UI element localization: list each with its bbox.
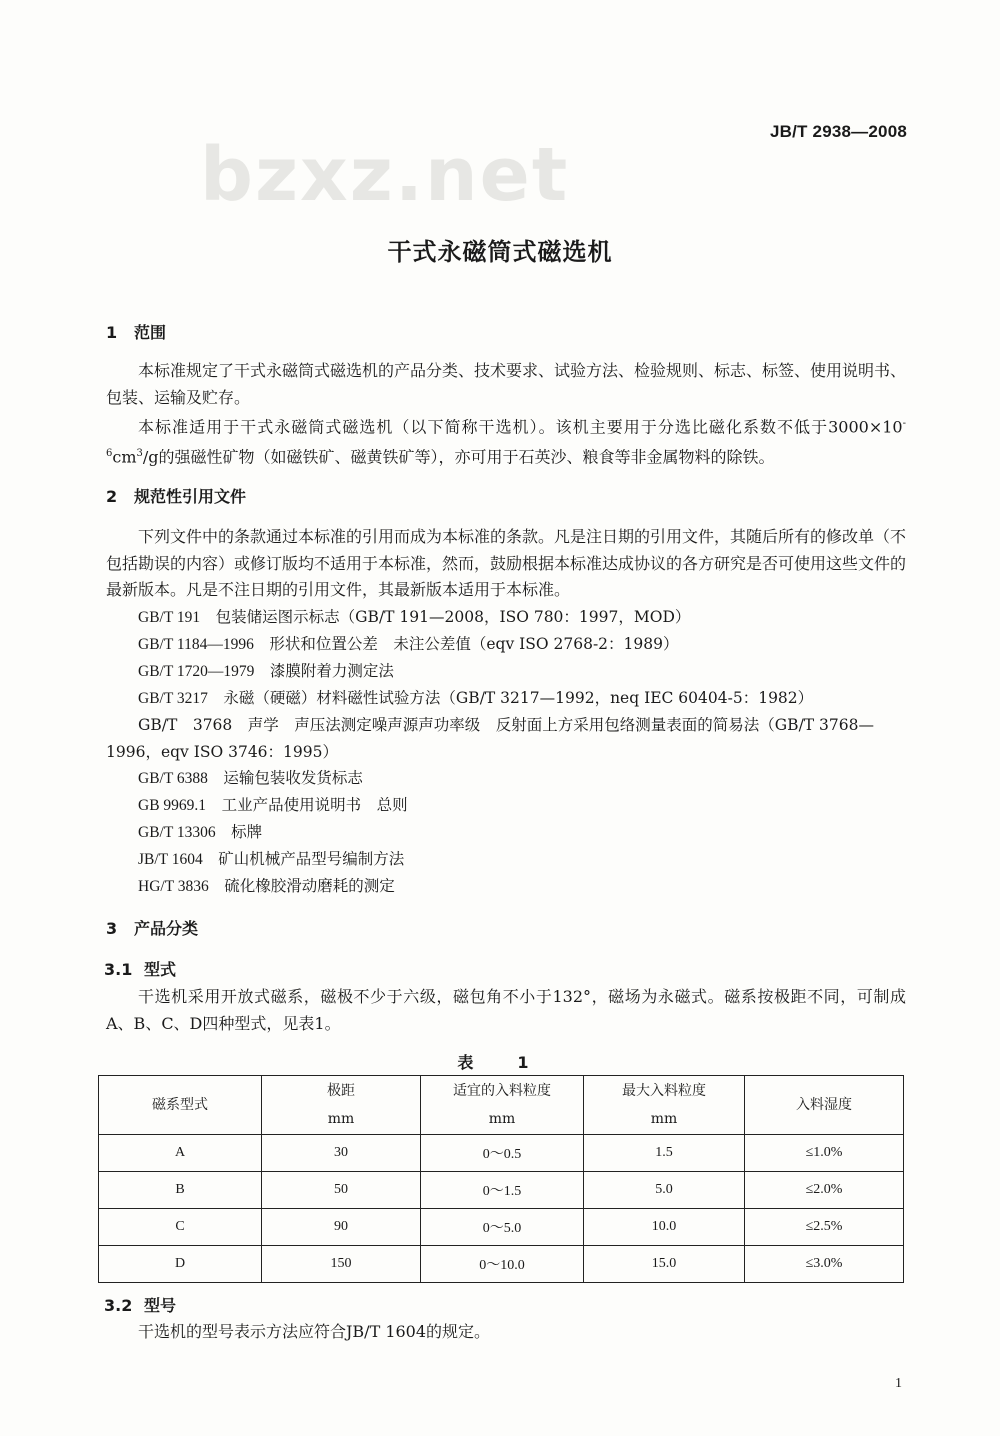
table-row	[99, 1209, 904, 1246]
table-header-cell: 适宜的入料粒度 mm	[421, 1076, 584, 1135]
reference-item: GB/T 6388 运输包装收发货标志	[138, 769, 363, 787]
table-cell: 5.0	[584, 1172, 745, 1209]
section-3-1-text: 干选机采用开放式磁系，磁极不少于六级，磁包角不小于132°，磁场为永磁式。磁系按极距不同，可制成A、B、C、D四种型式，见表1。	[106, 987, 906, 1033]
table-1	[98, 1075, 904, 1283]
table-cell: 150	[262, 1246, 421, 1283]
section-3-2-heading: 3.2 型号	[104, 1296, 177, 1315]
table-cell: ≤1.0%	[745, 1135, 904, 1172]
table-cell: 0～5.0	[421, 1209, 584, 1246]
section-2-heading: 2 规范性引用文件	[106, 487, 247, 506]
table-cell: ≤3.0%	[745, 1246, 904, 1283]
table-cell: 1.5	[584, 1135, 745, 1172]
section-3-heading: 3 产品分类	[106, 919, 199, 938]
table-caption: 表 1	[457, 1053, 543, 1072]
table-cell: 30	[262, 1135, 421, 1172]
table-cell: D	[99, 1246, 262, 1283]
table-cell: 90	[262, 1209, 421, 1246]
table-cell: 15.0	[584, 1246, 745, 1283]
page-number: 1	[895, 1376, 902, 1391]
table-cell: A	[99, 1135, 262, 1172]
section-3-1-heading: 3.1 型式	[104, 960, 177, 979]
table-cell: C	[99, 1209, 262, 1246]
watermark: bzxz.net	[200, 132, 570, 218]
reference-item: GB/T 3768 声学 声压法测定噪声源声功率级 反射面上方采用包络测量表面的简易法（GB/T 3768—1996，eqv ISO 3746：1995）	[106, 716, 875, 761]
reference-item: GB/T 13306 标牌	[138, 823, 263, 841]
table-header-cell: 极距 mm	[262, 1076, 421, 1135]
table-header-cell: 最大入料粒度 mm	[584, 1076, 745, 1135]
reference-item: GB 9969.1 工业产品使用说明书 总则	[138, 796, 408, 814]
table-header-cell: 入料湿度	[745, 1076, 904, 1135]
reference-item: GB/T 3217 永磁（硬磁）材料磁性试验方法（GB/T 3217—1992，neq IEC 60404-5：1982）	[138, 689, 814, 707]
table-cell: 0～1.5	[421, 1172, 584, 1209]
table-cell: 50	[262, 1172, 421, 1209]
reference-item: HG/T 3836 硫化橡胶滑动磨耗的测定	[138, 877, 395, 895]
table-row	[99, 1135, 904, 1172]
document-number: JB/T 2938—2008	[770, 122, 907, 141]
section-2-intro: 下列文件中的条款通过本标准的引用而成为本标准的条款。凡是注日期的引用文件，其随后所有的修改单（不包括勘误的内容）或修订版均不适用于本标准，然而，鼓励根据本标准达成协议的各方研究是否可使用这些文件的最新版本。凡是不注日期的引用文件，其最新版本适用于本标准。	[106, 527, 907, 599]
page-title: 干式永磁筒式磁选机	[387, 238, 613, 266]
table-cell: 10.0	[584, 1209, 745, 1246]
table-cell: 0～10.0	[421, 1246, 584, 1283]
reference-item: GB/T 1720—1979 漆膜附着力测定法	[138, 662, 394, 680]
table-cell: 0～0.5	[421, 1135, 584, 1172]
table-cell: B	[99, 1172, 262, 1209]
table-row	[99, 1172, 904, 1209]
table-cell: ≤2.5%	[745, 1209, 904, 1246]
table-header-cell: 磁系型式	[99, 1076, 262, 1135]
section-1-para-1: 本标准规定了干式永磁筒式磁选机的产品分类、技术要求、试验方法、检验规则、标志、标签、使用说明书、包装、运输及贮存。	[106, 361, 907, 407]
section-1-heading: 1 范围	[106, 323, 167, 342]
reference-item: GB/T 1184—1996 形状和位置公差 未注公差值（eqv ISO 2768-2：1989）	[138, 635, 679, 653]
table-cell: ≤2.0%	[745, 1172, 904, 1209]
section-1-para-2: 本标准适用于干式永磁筒式磁选机（以下简称干选机）。该机主要用于分选比磁化系数不低于$3000\times 10^{-6}cm^3/g$的强磁性矿物（如磁铁矿、磁黄铁矿等），亦可用于石英沙、粮食等非金属物料的除铁。	[106, 417, 906, 467]
reference-item: GB/T 191 包装储运图示标志（GB/T 191—2008，ISO 780：1997，MOD）	[138, 608, 691, 626]
reference-item: JB/T 1604 矿山机械产品型号编制方法	[138, 850, 405, 868]
table-header-row	[99, 1076, 904, 1135]
section-3-2-text: 干选机的型号表示方法应符合JB/T 1604的规定。	[138, 1322, 491, 1341]
table-row	[99, 1246, 904, 1283]
